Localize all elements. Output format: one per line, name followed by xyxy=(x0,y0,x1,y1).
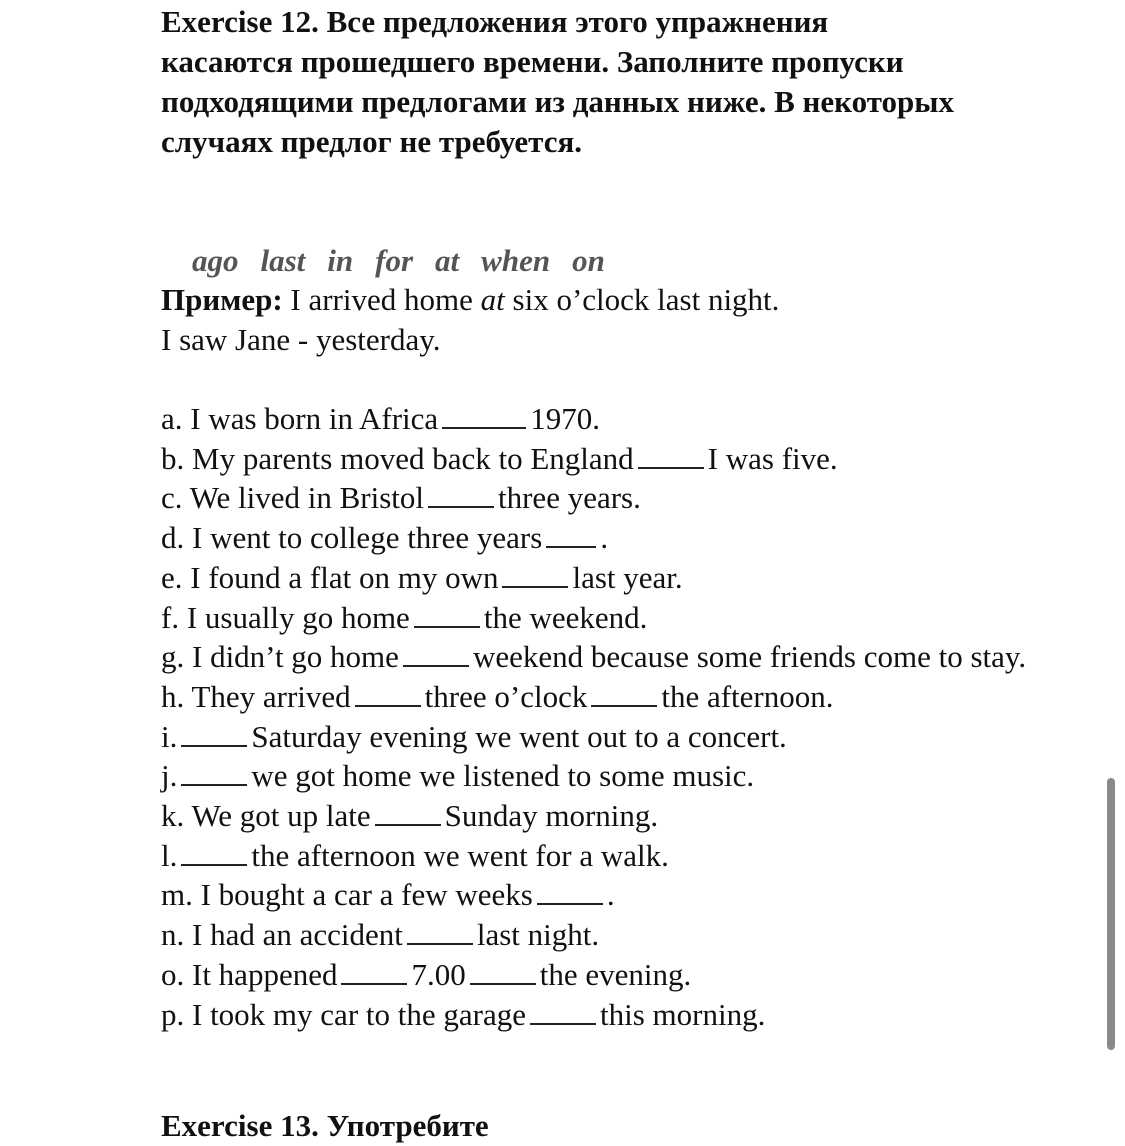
word-bank-item: last xyxy=(260,243,306,278)
item-text: d. I went to college three years xyxy=(161,520,543,556)
answer-blank[interactable] xyxy=(591,677,657,707)
answer-blank[interactable] xyxy=(502,558,568,588)
exercise-item xyxy=(161,637,1031,677)
answer-blank[interactable] xyxy=(181,756,247,786)
item-text: we got home we listened to some music. xyxy=(251,758,755,794)
answer-blank[interactable] xyxy=(355,677,421,707)
exercise-item xyxy=(161,756,1031,796)
exercise-item xyxy=(161,995,1031,1035)
item-text: b. My parents moved back to England xyxy=(161,440,634,476)
exercise-item xyxy=(161,915,1031,955)
answer-blank[interactable] xyxy=(470,955,536,985)
item-text: h. They arrived xyxy=(161,678,351,714)
item-text: f. I usually go home xyxy=(161,599,410,635)
item-text: a. I was born in Africa xyxy=(161,401,439,436)
heading-line: Exercise 12. Все предложения этого упражнения xyxy=(161,4,829,39)
example-text: I arrived home xyxy=(282,282,481,317)
answer-blank[interactable] xyxy=(403,637,469,667)
item-text: . xyxy=(600,520,609,556)
item-text: m. I bought a car a few weeks xyxy=(161,877,533,913)
item-text: Sunday morning. xyxy=(444,798,659,834)
item-text: j. xyxy=(161,758,178,794)
answer-blank[interactable] xyxy=(375,796,441,826)
item-text: o. It happened xyxy=(161,956,338,992)
heading-line: подходящими предлогами из данных ниже. В некоторых xyxy=(161,84,954,119)
exercise-item xyxy=(161,717,1031,757)
answer-blank[interactable] xyxy=(428,478,494,508)
exercise-item xyxy=(161,478,1031,518)
example-answer: at xyxy=(480,282,505,317)
answer-blank[interactable] xyxy=(442,399,526,429)
example-block xyxy=(161,280,779,360)
item-text: i. xyxy=(161,718,178,754)
item-text: 1970. xyxy=(530,401,600,436)
item-text: e. I found a flat on my own xyxy=(161,559,499,595)
item-text: the afternoon we went for a walk. xyxy=(251,837,669,873)
answer-blank[interactable] xyxy=(341,955,407,985)
item-text: g. I didn’t go home xyxy=(161,639,399,675)
example-text: six o’clock last night. xyxy=(504,282,780,317)
example-label: Пример: xyxy=(161,282,283,317)
answer-blank[interactable] xyxy=(546,518,596,548)
heading-line: случаях предлог не требуется. xyxy=(161,124,582,159)
answer-blank[interactable] xyxy=(181,717,247,747)
item-text: three years. xyxy=(498,480,641,516)
item-text: I was five. xyxy=(707,440,838,476)
item-text: last year. xyxy=(572,559,683,595)
exercise-item xyxy=(161,836,1031,876)
exercise-item xyxy=(161,875,1031,915)
exercise-item xyxy=(161,399,1031,439)
item-text: the weekend. xyxy=(483,599,648,635)
item-text: the afternoon. xyxy=(661,678,834,714)
answer-blank[interactable] xyxy=(530,995,596,1025)
exercise-item xyxy=(161,439,1031,479)
heading-line: касаются прошедшего времени. Заполните пропуски xyxy=(161,44,904,79)
word-bank-item: ago xyxy=(192,243,239,278)
item-text: l. xyxy=(161,837,178,873)
item-text: three o’clock xyxy=(424,678,588,714)
word-bank-item: for xyxy=(375,243,414,278)
item-text: n. I had an accident xyxy=(161,917,403,953)
item-text: the evening. xyxy=(539,956,692,992)
exercise-item xyxy=(161,558,1031,598)
next-exercise-heading: Exercise 13. Употребите xyxy=(161,1108,489,1143)
answer-blank[interactable] xyxy=(537,875,603,905)
answer-blank[interactable] xyxy=(407,915,473,945)
item-text: c. We lived in Bristol xyxy=(161,480,424,516)
word-bank-item: on xyxy=(572,243,605,278)
answer-blank[interactable] xyxy=(414,598,480,628)
word-bank-item: at xyxy=(435,243,460,278)
item-text: p. I took my car to the garage xyxy=(161,996,526,1032)
scrollbar-thumb[interactable] xyxy=(1107,778,1115,1050)
exercise-item xyxy=(161,796,1031,836)
item-text: this morning. xyxy=(599,996,766,1032)
answer-blank[interactable] xyxy=(638,439,704,469)
word-bank-item: when xyxy=(481,243,551,278)
item-text: 7.00 xyxy=(411,956,466,992)
example-line-1 xyxy=(161,280,779,320)
item-text: Saturday evening we went out to a concert. xyxy=(251,718,787,754)
item-text: last night. xyxy=(476,917,600,953)
exercise-item xyxy=(161,518,1031,558)
exercise-item xyxy=(161,677,1031,717)
item-text: k. We got up late xyxy=(161,798,371,834)
example-line-2: I saw Jane - yesterday. xyxy=(161,322,441,357)
exercise-item xyxy=(161,955,1031,995)
word-bank-item: in xyxy=(327,243,354,278)
item-text: weekend because some friends come to stay. xyxy=(472,639,1027,675)
exercise-heading xyxy=(161,2,1051,162)
exercise-item xyxy=(161,598,1031,638)
item-text: . xyxy=(606,877,615,913)
exercise-items xyxy=(161,399,1031,1034)
answer-blank[interactable] xyxy=(181,836,247,866)
